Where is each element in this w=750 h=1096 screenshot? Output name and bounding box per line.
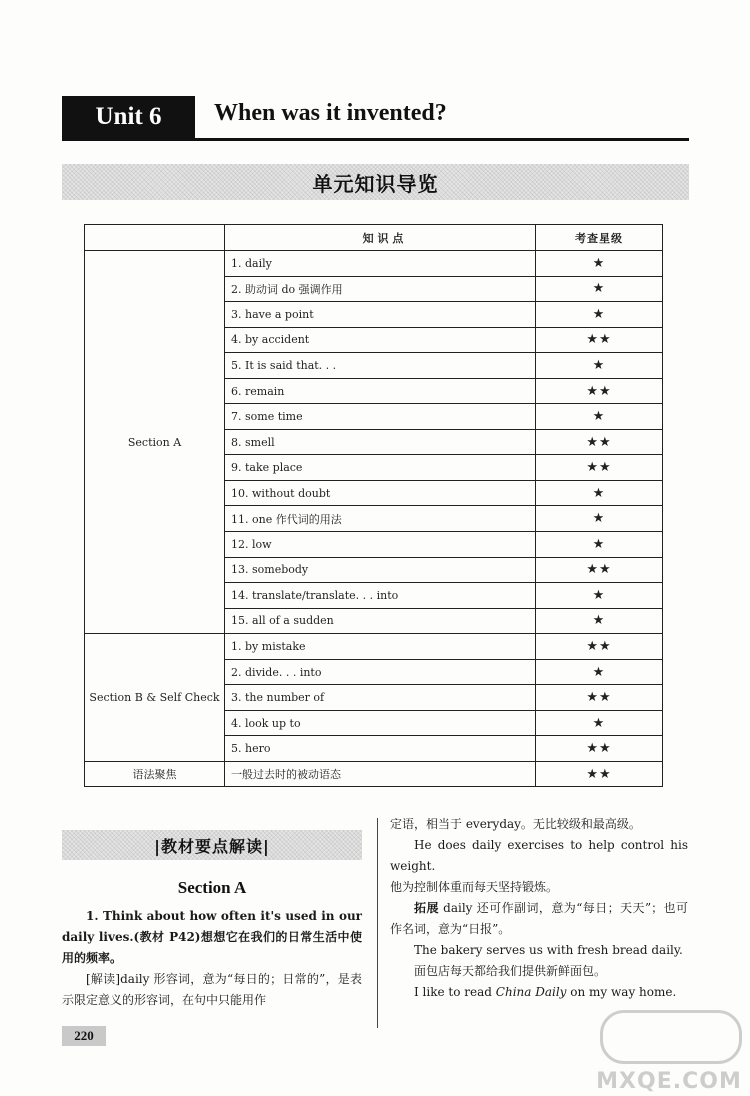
star-rating: ★	[536, 532, 663, 558]
star-rating: ★	[536, 480, 663, 506]
knowledge-point: 2. 助动词 do 强调作用	[225, 276, 536, 302]
star-rating: ★	[536, 710, 663, 736]
star-rating: ★★	[536, 557, 663, 583]
table-row	[85, 634, 663, 660]
explain-text: daily 形容词，意为“每日的；日常的”，是表示限定意义的形容词，在句中只能用作	[62, 972, 362, 1007]
example-2-cn: 面包店每天都给我们提供新鲜面包。	[414, 964, 607, 978]
unit-title: When was it invented?	[214, 100, 447, 126]
star-rating: ★★	[536, 327, 663, 353]
star-rating: ★	[536, 608, 663, 634]
unit-number: Unit 6	[62, 96, 195, 138]
star-rating: ★★	[536, 761, 663, 787]
knowledge-point: 10. without doubt	[225, 480, 536, 506]
star-rating: ★★	[536, 736, 663, 762]
question-1-cn: 想想它在我们的日常生活中使用的频率。	[62, 930, 362, 965]
watermark-badge-icon	[600, 1010, 742, 1064]
section-a-label: Section A	[85, 251, 225, 634]
knowledge-point: 2. divide. . . into	[225, 659, 536, 685]
knowledge-point: 3. have a point	[225, 302, 536, 328]
page-number: 220	[62, 1026, 106, 1046]
knowledge-point: 5. hero	[225, 736, 536, 762]
star-rating: ★	[536, 583, 663, 609]
knowledge-point: 4. by accident	[225, 327, 536, 353]
knowledge-point: 1. daily	[225, 251, 536, 277]
knowledge-point: 3. the number of	[225, 685, 536, 711]
textbook-points-bar	[62, 830, 362, 860]
example-1-en: He does daily exercises to help control his weight.	[390, 838, 688, 873]
question-1-lead: 1. Think about how often it's used in our daily lives.	[62, 909, 362, 944]
table-row	[85, 251, 663, 277]
unit-banner	[62, 96, 689, 141]
example-3-post: on my way home.	[566, 985, 677, 999]
header-level: 考查星级	[536, 225, 663, 251]
star-rating: ★★	[536, 455, 663, 481]
knowledge-point: 9. take place	[225, 455, 536, 481]
knowledge-point: 11. one 作代词的用法	[225, 506, 536, 532]
overview-title: 单元知识导览	[312, 171, 439, 196]
question-1-ref: (教材 P42)	[133, 930, 201, 944]
example-3	[390, 982, 688, 1003]
example-3-italic: China Daily	[495, 985, 567, 999]
knowledge-point: 8. smell	[225, 429, 536, 455]
knowledge-point: 4. look up to	[225, 710, 536, 736]
example-3-pre: I like to read	[414, 985, 496, 999]
overview-bar	[62, 164, 689, 200]
example-2-en: The bakery serves us with fresh bread daily.	[414, 943, 683, 957]
knowledge-point: 7. some time	[225, 404, 536, 430]
grammar-label: 语法聚焦	[85, 761, 225, 787]
knowledge-point: 1. by mistake	[225, 634, 536, 660]
star-rating: ★	[536, 251, 663, 277]
star-rating: ★	[536, 276, 663, 302]
knowledge-point: 12. low	[225, 532, 536, 558]
right-column	[390, 814, 688, 1003]
section-a-heading: Section A	[177, 878, 247, 897]
star-rating: ★★	[536, 685, 663, 711]
header-point: 知 识 点	[225, 225, 536, 251]
section-b-label: Section B & Self Check	[85, 634, 225, 762]
watermark-logo	[594, 1006, 744, 1094]
star-rating: ★★	[536, 429, 663, 455]
star-rating: ★	[536, 302, 663, 328]
watermark-url: MXQE.COM	[596, 1069, 742, 1094]
left-column	[62, 906, 362, 1011]
star-rating: ★★	[536, 634, 663, 660]
knowledge-point: 6. remain	[225, 378, 536, 404]
question-1	[62, 906, 362, 969]
table-row	[85, 761, 663, 787]
star-rating: ★	[536, 353, 663, 379]
star-rating: ★★	[536, 378, 663, 404]
knowledge-point: 一般过去时的被动语态	[225, 761, 536, 787]
star-rating: ★	[536, 659, 663, 685]
knowledge-point: 13. somebody	[225, 557, 536, 583]
column-divider	[377, 818, 378, 1028]
explanation	[62, 969, 362, 1011]
star-rating: ★	[536, 506, 663, 532]
explanation-continued: 定语，相当于 everyday。无比较级和最高级。	[390, 817, 641, 831]
knowledge-table	[84, 224, 663, 787]
extend-tag: 拓展	[414, 901, 439, 915]
knowledge-point: 15. all of a sudden	[225, 608, 536, 634]
table-header-row	[85, 225, 663, 251]
knowledge-point: 14. translate/translate. . . into	[225, 583, 536, 609]
knowledge-point: 5. It is said that. . .	[225, 353, 536, 379]
header-section-cell	[85, 225, 225, 251]
textbook-points-title: |教材要点解读|	[154, 836, 270, 856]
example-1-cn: 他为控制体重而每天坚持锻炼。	[390, 880, 559, 894]
star-rating: ★	[536, 404, 663, 430]
explain-tag: [解读]	[86, 972, 121, 986]
extension	[390, 898, 688, 940]
extend-text: daily 还可作副词，意为“每日；天天”；也可作名词，意为“日报”。	[390, 901, 688, 936]
